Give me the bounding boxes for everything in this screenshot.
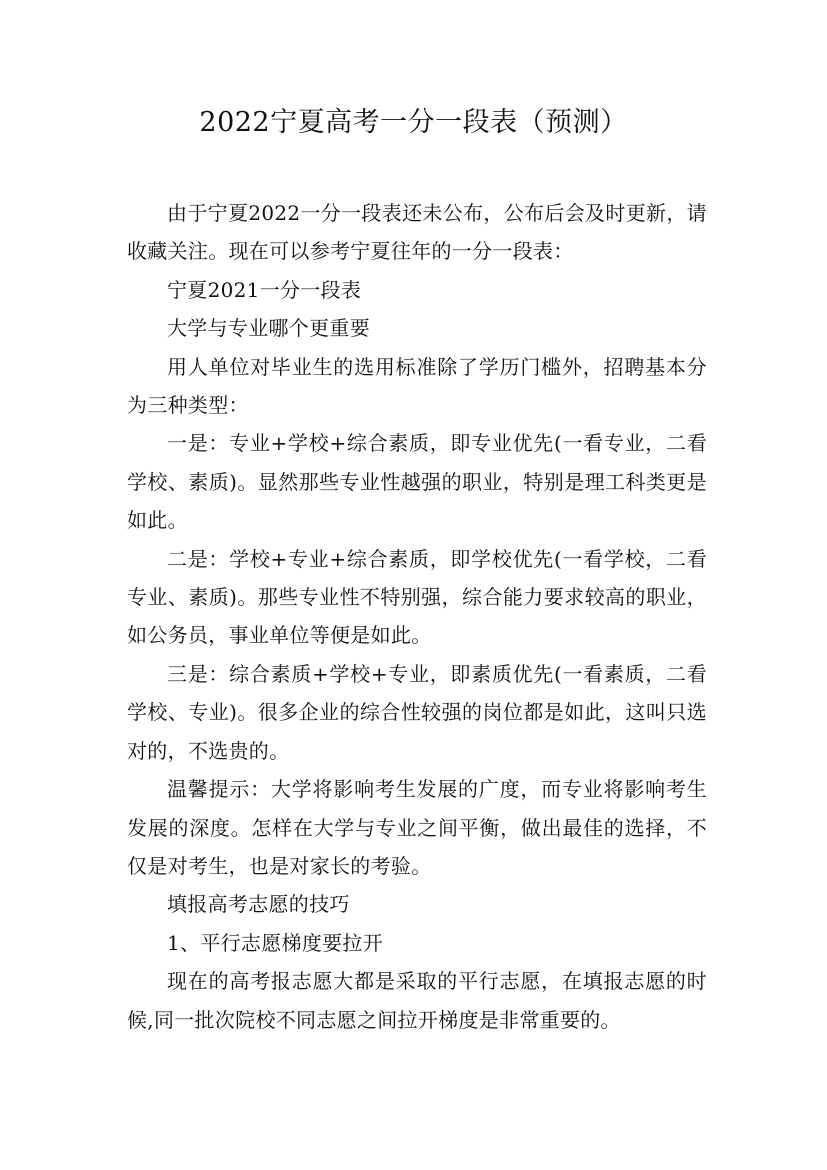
paragraph-hiring-criteria: 用人单位对毕业生的选用标准除了学历门槛外，招聘基本分为三种类型： <box>127 354 707 418</box>
paragraph-2021-table: 宁夏2021一分一段表 <box>167 277 362 302</box>
subheading-parallel-gradient: 1、平行志愿梯度要拉开 <box>167 930 384 955</box>
paragraph-intro: 由于宁夏2022一分一段表还未公布，公布后会及时更新，请收藏关注。现在可以参考宁夏往年的一分一段表： <box>127 201 707 264</box>
section-heading-application-tips: 填报高考志愿的技巧 <box>167 892 350 917</box>
paragraph-type-two: 二是：学校+专业+综合素质，即学校优先(一看学校，二看专业、素质)。那些专业性不特别强，综合能力要求较高的职业，如公务员，事业单位等便是如此。 <box>127 546 707 648</box>
paragraph-type-three: 三是：综合素质+学校+专业，即素质优先(一看素质，二看学校、专业)。很多企业的综合性较强的岗位都是如此，这叫只选对的，不选贵的。 <box>127 661 707 763</box>
paragraph-parallel-application: 现在的高考报志愿大都是采取的平行志愿，在填报志愿的时候,同一批次院校不同志愿之间拉开梯度是非常重要的。 <box>127 969 707 1032</box>
paragraph-tip: 温馨提示：大学将影响考生发展的广度，而专业将影响考生发展的深度。怎样在大学与专业之间平衡，做出最佳的选择，不仅是对考生，也是对家长的考验。 <box>127 777 707 878</box>
paragraph-type-one: 一是：专业+学校+综合素质，即专业优先(一看专业，二看学校、素质)。显然那些专业性越强的职业，特别是理工科类更是如此。 <box>127 431 707 533</box>
document-title: 2022宁夏高考一分一段表（预测） <box>199 107 628 138</box>
document-body <box>127 194 707 1039</box>
section-heading-university-vs-major: 大学与专业哪个更重要 <box>167 316 370 341</box>
